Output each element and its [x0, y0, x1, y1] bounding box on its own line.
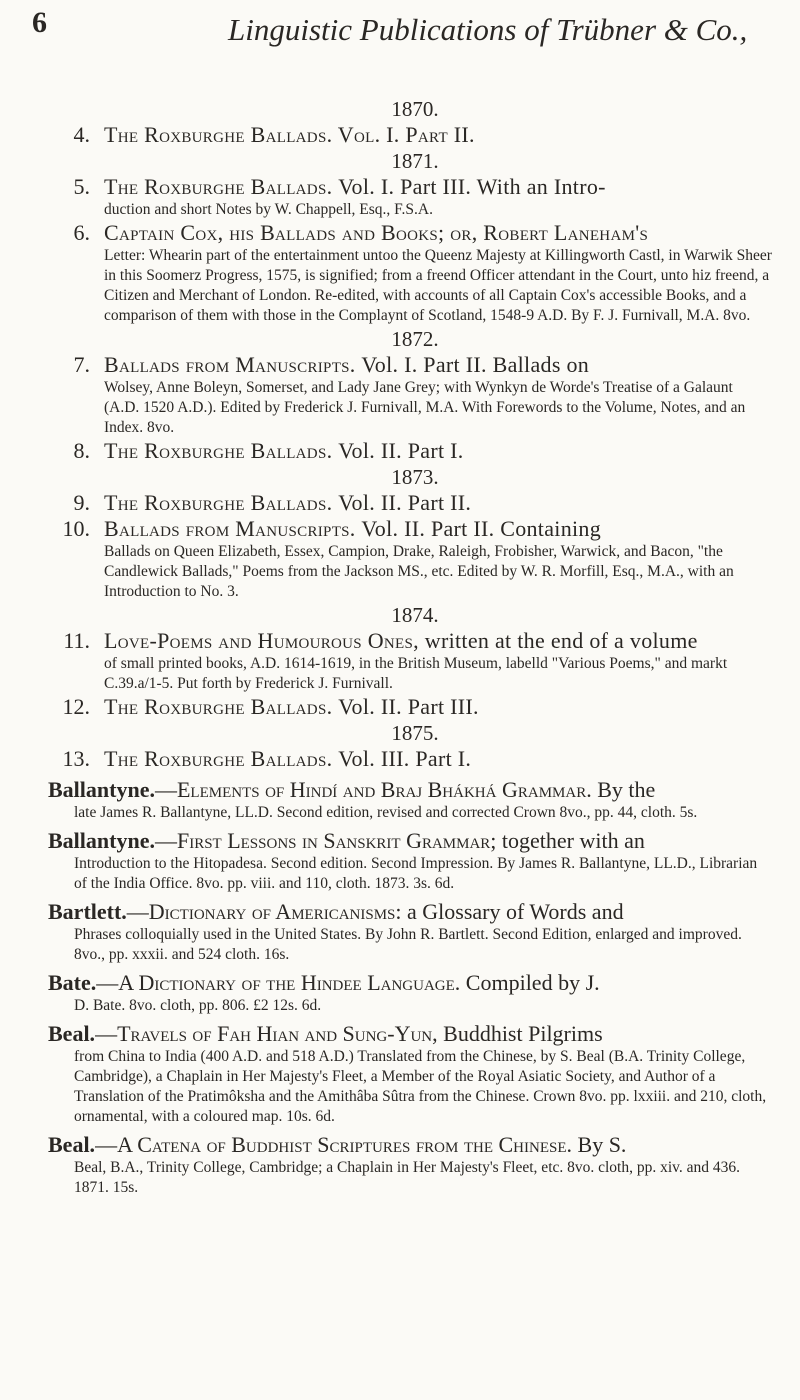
entry-description: Ballads on Queen Elizabeth, Essex, Campion, Drake, Raleigh, Frobisher, Warwick, and Bacon, "the Candlewick Ballads," Poems from the Jackson MS., etc. Edited by W. R. Morfill, Esq., M.A., with an Introduction to No. 3.	[104, 543, 734, 600]
entry-title: Ballads from Manuscripts.	[104, 352, 356, 377]
entry-number: 8.	[73, 438, 90, 463]
year-heading: 1870.	[391, 97, 439, 121]
entry-title: The Roxburghe Ballads.	[104, 746, 333, 771]
year-heading: 1871.	[391, 149, 439, 173]
catalogue-entry	[48, 490, 772, 516]
author-name: Bate.	[48, 970, 97, 995]
catalogue-entry	[48, 628, 772, 694]
entry-title-continuation: Vol. II. Part II. Containing	[361, 516, 602, 541]
catalogue-entry	[48, 352, 772, 438]
catalogue-entry	[48, 174, 772, 220]
year-heading: 1874.	[391, 603, 439, 627]
running-title: Linguistic Publications of Trübner & Co.,	[228, 12, 748, 47]
work-title-continuation: Compiled by J.	[465, 970, 600, 995]
author-name: Ballantyne.	[48, 828, 155, 853]
work-title-continuation: Buddhist Pilgrims	[443, 1021, 603, 1046]
entry-description: Letter: Whearin part of the entertainment untoo the Queenz Majesty at Killingworth Castl, in Warwik Sheer in this Soomerz Progress, 1575, is signified; from a freend Officer attendant in the Court, unto hiz freend, a Citizen and Merchant of London. Re-edited, with accounts of all Captain Cox's accessible Books, and a comparison of them with those in the Complaynt of Scotland, 1548-9 A.D. By F. J. Furnivall, M.A. 8vo.	[104, 247, 772, 324]
entry-number: 10.	[62, 516, 90, 541]
entry-number: 6.	[73, 220, 90, 245]
author-name: Beal.	[48, 1021, 96, 1046]
entry-number: 4.	[73, 122, 90, 147]
entry-title: Love-Poems and Humourous Ones,	[104, 628, 419, 653]
author-entry	[48, 970, 772, 1016]
entry-number: 12.	[62, 694, 90, 719]
work-title-continuation: By S.	[577, 1132, 627, 1157]
entry-title: The Roxburghe Ballads.	[104, 694, 333, 719]
catalogue-entry	[48, 746, 772, 772]
work-title-continuation: together with an	[501, 828, 645, 853]
entry-number: 7.	[73, 352, 90, 377]
page-number: 6	[32, 6, 47, 39]
entry-description: duction and short Notes by W. Chappell, Esq., F.S.A.	[104, 201, 433, 218]
work-description: late James R. Ballantyne, LL.D. Second edition, revised and corrected Crown 8vo., pp. 44, cloth. 5s.	[74, 804, 698, 821]
author-entry	[48, 828, 772, 894]
work-description: from China to India (400 A.D. and 518 A.D.) Translated from the Chinese, by S. Beal (B.A. Trinity College, Cambridge), a Chaplain in Her Majesty's Fleet, a Member of the Royal Asiatic Society, and Author of a Translation of the Pratimôksha and the Amithâba Sûtra from the Chinese. Crown 8vo. pp. lxxiii. and 210, cloth, ornamental, with a coloured map. 10s. 6d.	[74, 1048, 767, 1125]
entry-title-continuation: Vol. I. Part II. Ballads on	[361, 352, 590, 377]
work-title-continuation: By the	[597, 777, 656, 802]
entry-title-continuation: Vol. I. Part III. With an Intro-	[338, 174, 606, 199]
entry-number: 11.	[63, 628, 90, 653]
entry-title-continuation: or, Robert Laneham's	[450, 220, 649, 245]
author-entry	[48, 1021, 772, 1127]
catalogue-entry	[48, 694, 772, 720]
author-name: Bartlett.	[48, 899, 127, 924]
work-title: —A Dictionary of the Hindee Language.	[96, 970, 461, 995]
entry-title-continuation: Vol. II. Part II.	[338, 490, 472, 515]
entry-title: The Roxburghe Ballads.	[104, 174, 333, 199]
work-title: —A Catena of Buddhist Scriptures from the Chinese.	[95, 1132, 573, 1157]
entry-number: 5.	[73, 174, 90, 199]
work-title: —Travels of Fah Hian and Sung-Yun,	[95, 1021, 438, 1046]
entry-number: 13.	[62, 746, 90, 771]
entry-title-continuation: Vol. II. Part I.	[338, 438, 464, 463]
entry-title: Captain Cox, his Ballads and Books;	[104, 220, 445, 245]
entry-number: 9.	[73, 490, 90, 515]
author-name: Beal.	[48, 1132, 96, 1157]
work-description: Introduction to the Hitopadesa. Second edition. Second Impression. By James R. Ballantyne, LL.D., Librarian of the India Office. 8vo. pp. viii. and 110, cloth. 1873. 3s. 6d.	[74, 855, 758, 892]
catalogue-entry	[48, 516, 772, 602]
work-description: Beal, B.A., Trinity College, Cambridge; a Chaplain in Her Majesty's Fleet, etc. 8vo. cloth, pp. xiv. and 436. 1871. 15s.	[74, 1159, 741, 1196]
entry-title: The Roxburghe Ballads.	[104, 438, 333, 463]
entry-title: The Roxburghe Ballads.	[104, 490, 333, 515]
year-heading: 1873.	[391, 465, 439, 489]
entry-title: The Roxburghe Ballads. Vol. I. Part II.	[104, 122, 475, 147]
entry-title-continuation: Vol. II. Part III.	[338, 694, 479, 719]
year-heading: 1872.	[391, 327, 439, 351]
catalogue-body	[48, 96, 772, 1198]
author-name: Ballantyne.	[48, 777, 155, 802]
work-title: —First Lessons in Sanskrit Grammar;	[154, 828, 497, 853]
author-entry	[48, 1132, 772, 1198]
catalogue-entry	[48, 122, 772, 148]
entry-title-continuation: Vol. III. Part I.	[338, 746, 472, 771]
work-title-continuation: a Glossary of Words and	[407, 899, 624, 924]
work-description: D. Bate. 8vo. cloth, pp. 806. £2 12s. 6d.	[74, 997, 322, 1014]
entry-title-continuation: written at the end of a volume	[424, 628, 698, 653]
entry-title: Ballads from Manuscripts.	[104, 516, 356, 541]
author-entry	[48, 899, 772, 965]
work-title: —Elements of Hindí and Braj Bhákhá Grammar.	[154, 777, 592, 802]
catalogue-entry	[48, 438, 772, 464]
entry-description: Wolsey, Anne Boleyn, Somerset, and Lady Jane Grey; with Wynkyn de Worde's Treatise of a Galaunt (A.D. 1520 A.D.). Edited by Frederick J. Furnivall, M.A. With Forewords to the Volume, Notes, and an Index. 8vo.	[104, 379, 746, 436]
author-entry	[48, 777, 772, 823]
work-description: Phrases colloquially used in the United States. By John R. Bartlett. Second Edition, enlarged and improved. 8vo., pp. xxxii. and 524 cloth. 16s.	[74, 926, 742, 963]
catalogue-entry	[48, 220, 772, 326]
entry-description: of small printed books, A.D. 1614-1619, in the British Museum, labelld "Various Poems," and markt C.39.a/1-5. Put forth by Frederick J. Furnivall.	[104, 655, 728, 692]
year-heading: 1875.	[391, 721, 439, 745]
work-title: —Dictionary of Americanisms:	[126, 899, 402, 924]
